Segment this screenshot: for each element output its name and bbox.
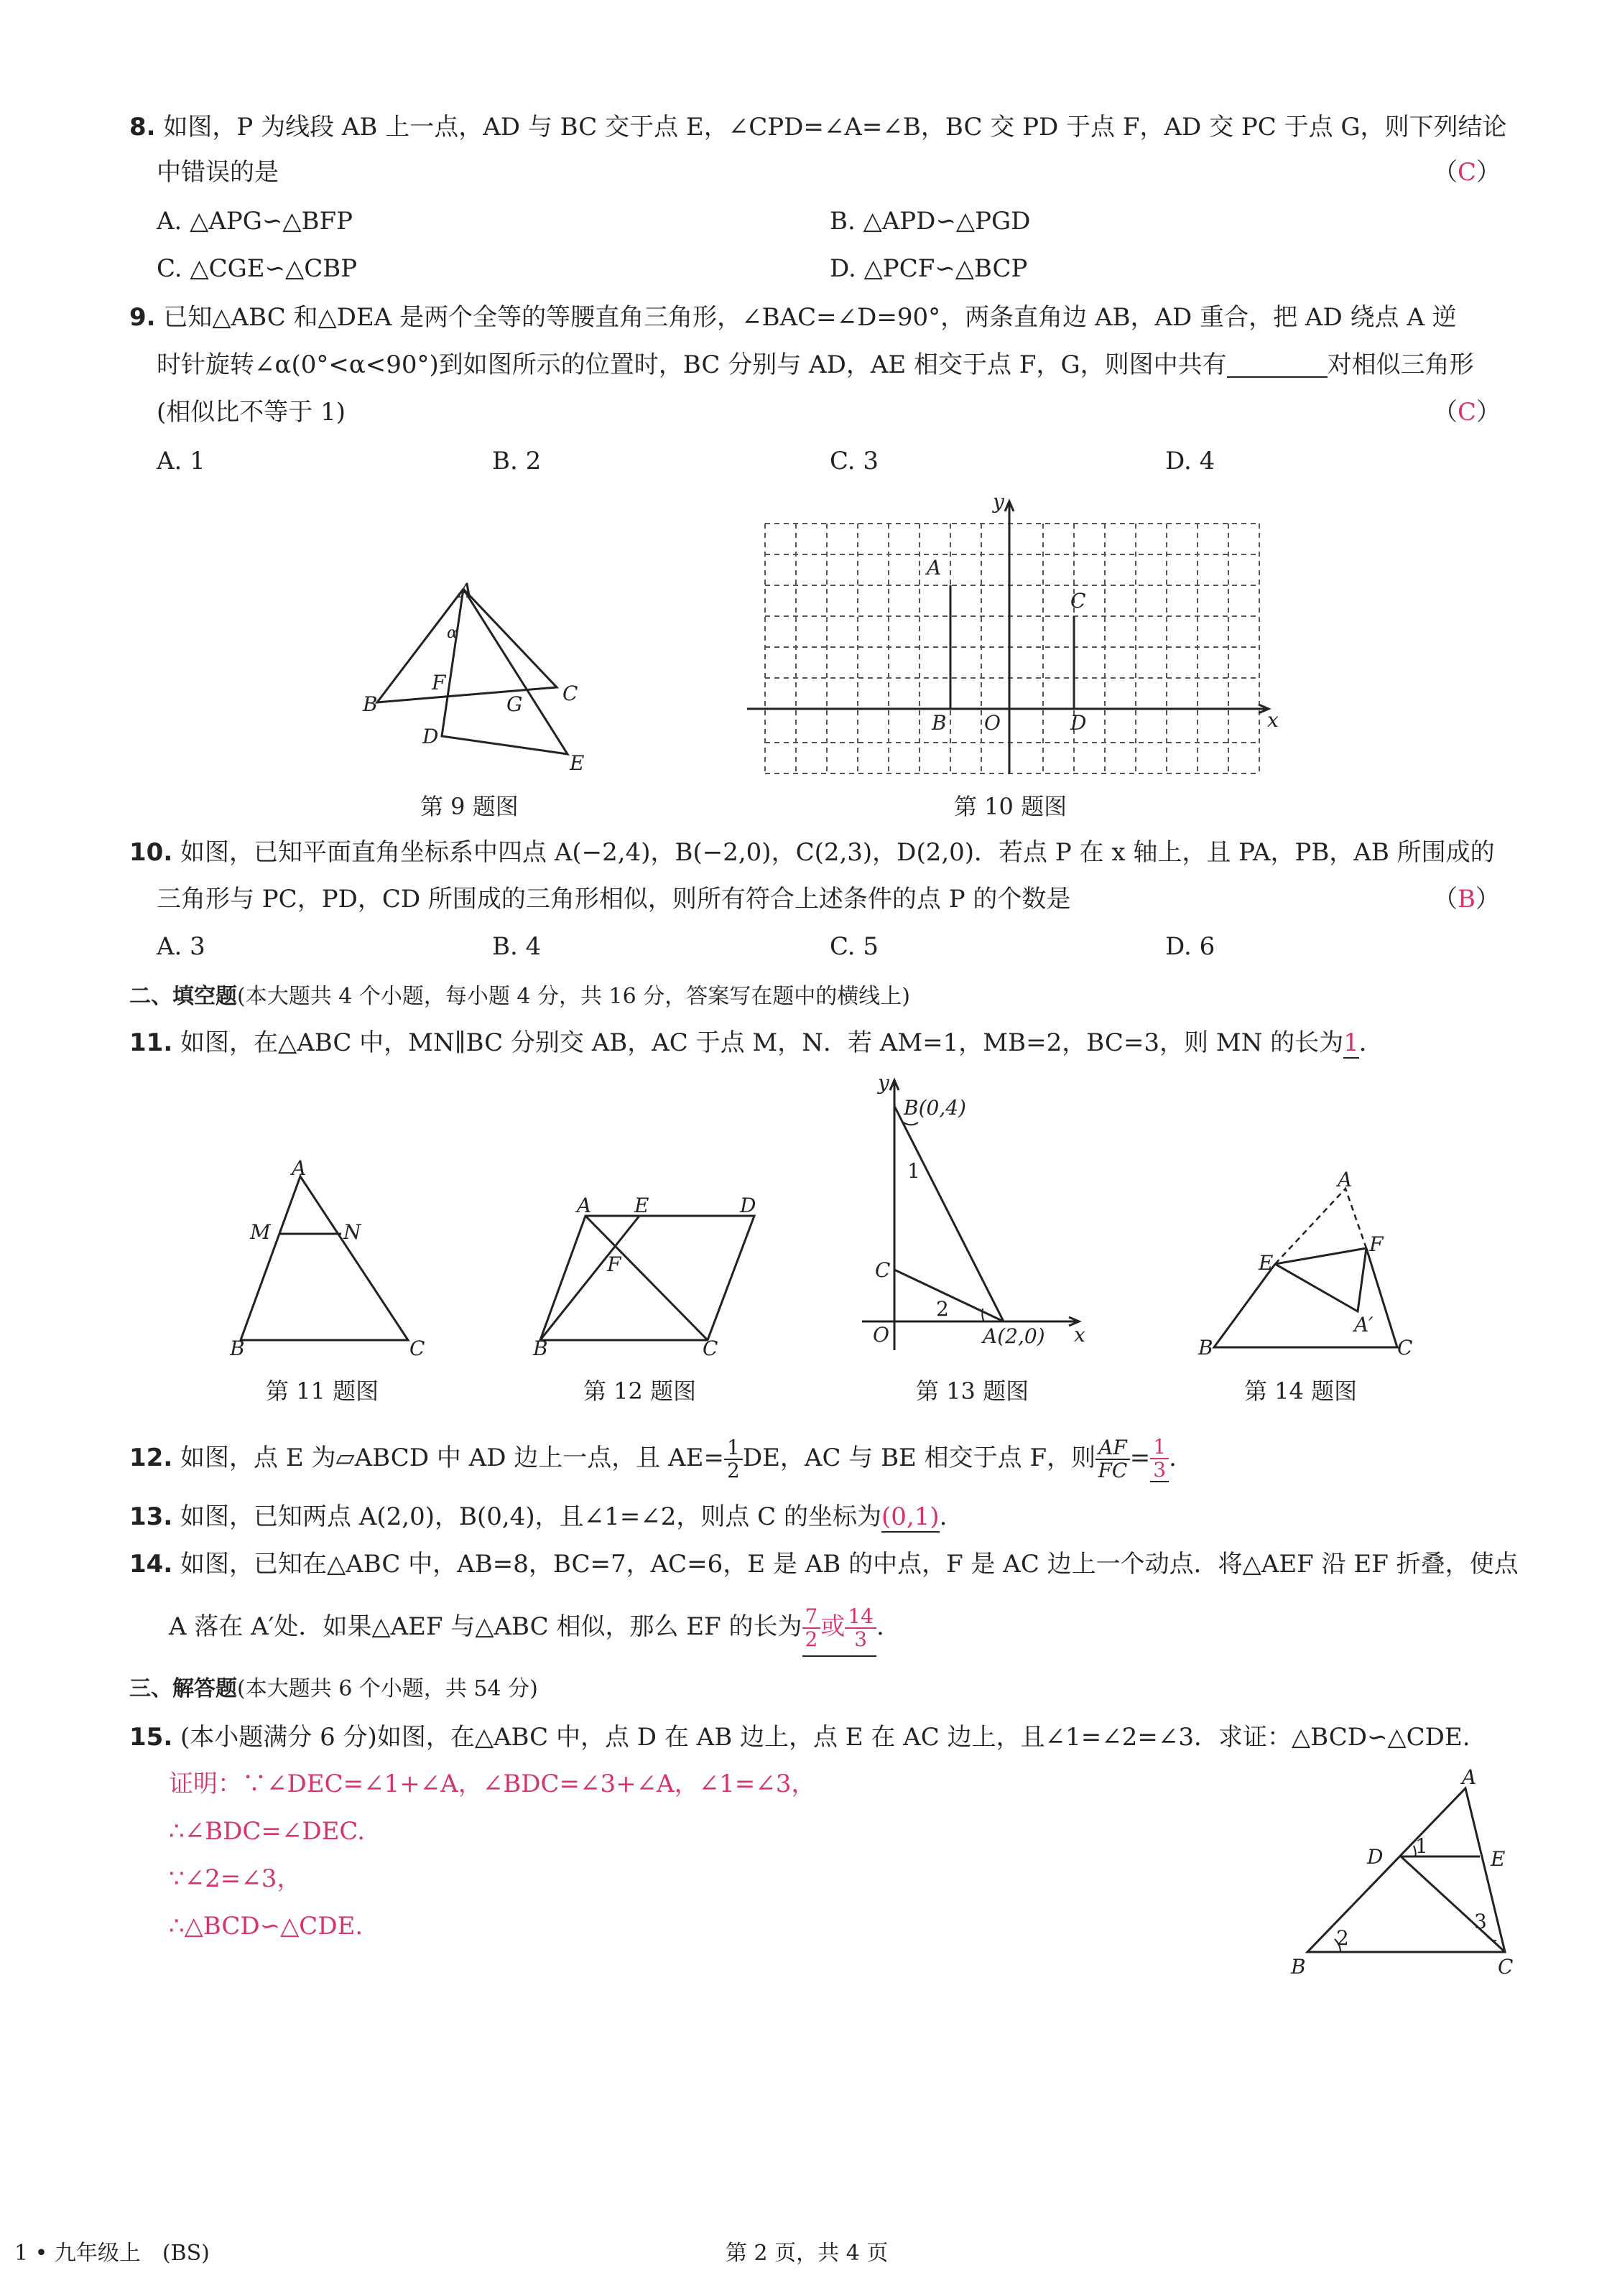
- fig12-label-c: C: [703, 1337, 718, 1360]
- fig14-caption: 第 14 题图: [1244, 1377, 1358, 1405]
- q14-stem-1: 如图，已知在△ABC 中，AB=8，BC=7，AC=6，E 是 AB 的中点，F 是 AC 边上一个动点．将△AEF 沿 EF 折叠，使点: [180, 1550, 1519, 1579]
- q11-answer: 1: [1343, 1028, 1359, 1057]
- fig14-label-a-prime: A′: [1354, 1313, 1374, 1337]
- figure-13: [862, 1066, 1106, 1354]
- fig11-label-m: M: [250, 1220, 271, 1244]
- q8-answer: C: [1458, 158, 1477, 187]
- q15-proof-line-3: ∵∠2=∠3，: [169, 1864, 302, 1893]
- q12-stem-a: 如图，点 E 为▱ABCD 中 AD 边上一点，且 AE=: [180, 1444, 724, 1472]
- section-3-note: (本大题共 6 个小题，共 54 分): [237, 1676, 538, 1701]
- q9-option-b: B. 2: [492, 447, 542, 475]
- q12-af-fc-fraction: $\frac{AF}{FC}$: [1095, 1437, 1130, 1482]
- q12-half-fraction: $\frac{1}{2}$: [724, 1437, 743, 1482]
- q8-option-a: A. △APG∽△BFP: [157, 207, 353, 236]
- figure-9: [345, 567, 618, 783]
- fig9-label-f: F: [432, 671, 446, 694]
- fig12-label-d: D: [740, 1194, 756, 1217]
- q14-answer: $\frac{7}{2}$ 或 $\frac{14}{3}$: [802, 1598, 876, 1657]
- fig15-label-angle2: 2: [1336, 1926, 1349, 1950]
- fig10-caption: 第 10 题图: [954, 793, 1067, 820]
- q14-line1: [129, 1548, 1519, 1580]
- fig13-label-angle2: 2: [936, 1297, 949, 1321]
- q11-stem: 如图，在△ABC 中，MN∥BC 分别交 AB，AC 于点 M，N．若 AM=1，MB=2，BC=3，则 MN 的长为: [180, 1028, 1344, 1057]
- fig13-label-c: C: [875, 1258, 891, 1282]
- q13-stem: 如图，已知两点 A(2,0)，B(0,4)，且∠1=∠2，则点 C 的坐标为: [180, 1502, 881, 1531]
- fig13-label-x: x: [1074, 1323, 1085, 1347]
- q8-option-d: D. △PCF∽△BCP: [830, 254, 1028, 283]
- fig15-label-d: D: [1367, 1845, 1384, 1869]
- fig15-label-angle1: 1: [1415, 1834, 1428, 1858]
- footer-grade: 1 • 九年级上 (BS): [14, 2241, 210, 2266]
- fig12-label-e: E: [634, 1194, 649, 1217]
- section-2-heading: [129, 981, 910, 1013]
- fig12-label-b: B: [533, 1337, 548, 1360]
- q14-line2: A 落在 A′处．如果△AEF 与△ABC 相似，那么 EF 的长为 $\frac{7}{2}$ 或 $\frac{14}{3}$ .: [169, 1598, 884, 1657]
- q12-stem-b: DE，AC 与 BE 相交于点 F，则: [742, 1444, 1096, 1472]
- q15-proof-line-1: 证明：∵∠DEC=∠1+∠A，∠BDC=∠3+∠A，∠1=∠3，: [169, 1770, 816, 1798]
- fig13-label-b: B(0,4): [904, 1096, 966, 1120]
- q9-stem-3: (相似比不等于 1): [157, 398, 346, 427]
- fig14-label-f: F: [1369, 1232, 1384, 1256]
- q8-line1: [129, 111, 1507, 143]
- q10-stem-2: 三角形与 PC，PD，CD 所围成的三角形相似，则所有符合上述条件的点 P 的个数是: [157, 885, 1071, 914]
- fig10-label-o: O: [984, 711, 1001, 735]
- q13-line: 13. 如图，已知两点 A(2,0)，B(0,4)，且∠1=∠2，则点 C 的坐标为(0,1).: [129, 1502, 948, 1531]
- q12-answer: $\frac{1}{3}$: [1150, 1436, 1169, 1482]
- figure-12: [524, 1185, 769, 1365]
- q8-number: 8.: [129, 113, 156, 141]
- q9-stem-2a: 时针旋转∠α(0°<α<90°)到如图所示的位置时，BC 分别与 AD，AE 相交于点 F，G，则图中共有: [157, 350, 1227, 379]
- fig9-label-e: E: [570, 751, 585, 775]
- q15-proof-line-2: ∴∠BDC=∠DEC.: [169, 1817, 366, 1846]
- section-3-heading: [129, 1673, 538, 1705]
- fig11-label-c: C: [409, 1337, 425, 1360]
- fig10-label-x: x: [1267, 708, 1279, 732]
- q11-line: 11. 如图，在△ABC 中，MN∥BC 分别交 AB，AC 于点 M，N．若 AM=1，MB=2，BC=3，则 MN 的长为1．: [129, 1028, 1384, 1057]
- q15-number: 15.: [129, 1723, 173, 1752]
- q8-stem-1: 如图，P 为线段 AB 上一点，AD 与 BC 交于点 E，∠CPD=∠A=∠B，BC 交 PD 于点 F，AD 交 PC 于点 G，则下列结论: [163, 113, 1507, 141]
- q8-option-b: B. △APD∽△PGD: [830, 207, 1031, 236]
- q10-number: 10.: [129, 838, 173, 867]
- q13-answer: (0,1): [881, 1502, 940, 1531]
- fig12-caption: 第 12 题图: [583, 1377, 697, 1405]
- section-2-title: 二、填空题: [129, 984, 237, 1009]
- fig9-caption: 第 9 题图: [420, 793, 519, 820]
- fig9-label-alpha: α: [447, 624, 458, 642]
- q8-answer-bracket: （C）: [1433, 158, 1501, 187]
- fig13-label-angle1: 1: [907, 1159, 920, 1183]
- fig13-label-a: A(2,0): [983, 1324, 1045, 1348]
- fig10-label-y: y: [993, 490, 1004, 513]
- fig10-label-c: C: [1070, 589, 1086, 613]
- fig15-label-c: C: [1498, 1955, 1514, 1979]
- q10-option-a: A. 3: [157, 932, 205, 961]
- q9-answer: C: [1458, 398, 1477, 427]
- fig13-caption: 第 13 题图: [916, 1377, 1029, 1405]
- footer-page-number: 第 2 页，共 4 页: [726, 2241, 889, 2266]
- q12-number: 12.: [129, 1444, 173, 1472]
- fig11-label-n: N: [343, 1220, 361, 1244]
- q9-answer-bracket: （C）: [1433, 398, 1501, 427]
- section-3-title: 三、解答题: [129, 1676, 237, 1701]
- q9-stem-2b: 对相似三角形: [1327, 350, 1474, 379]
- q9-option-c: C. 3: [830, 447, 879, 475]
- fig12-label-f: F: [607, 1252, 621, 1276]
- fig13-label-y: y: [878, 1071, 889, 1094]
- q12-line: 12. 如图，点 E 为▱ABCD 中 AD 边上一点，且 AE= $\frac{1}{2}$ DE，AC 与 BE 相交于点 F，则 $\frac{AF}{FC}$ = $\frac{1}{3}$ .: [129, 1435, 1177, 1482]
- q9-line2: [157, 349, 1474, 381]
- q8-option-c: C. △CGE∽△CBP: [157, 254, 358, 283]
- fig9-label-b: B: [363, 692, 378, 716]
- q9-number: 9.: [129, 303, 156, 332]
- q15-stem: (本小题满分 6 分)如图，在△ABC 中，点 D 在 AB 边上，点 E 在 AC 边上，且∠1=∠2=∠3．求证：△BCD∽△CDE.: [180, 1723, 1470, 1752]
- q10-stem-1: 如图，已知平面直角坐标系中四点 A(−2,4)，B(−2,0)，C(2,3)，D(2,0)．若点 P 在 x 轴上，且 PA，PB，AB 所围成的: [180, 838, 1495, 867]
- q13-number: 13.: [129, 1502, 173, 1531]
- fig9-label-a: A: [458, 579, 473, 603]
- q9-stem-1: 已知△ABC 和△DEA 是两个全等的等腰直角三角形，∠BAC=∠D=90°，两条直角边 AB，AD 重合，把 AD 绕点 A 逆: [163, 303, 1457, 332]
- fig14-label-c: C: [1397, 1336, 1413, 1360]
- fig11-label-b: B: [230, 1337, 245, 1360]
- q10-option-d: D. 6: [1165, 932, 1215, 961]
- fig12-label-a: A: [577, 1194, 592, 1217]
- figure-14: [1185, 1163, 1430, 1365]
- fig14-label-e: E: [1259, 1251, 1274, 1275]
- figure-10: [740, 488, 1293, 776]
- q9-blank: [1227, 355, 1328, 378]
- fig10-label-a: A: [927, 556, 942, 580]
- q9-line1: [129, 302, 1457, 333]
- fig9-label-d: D: [422, 725, 439, 748]
- q15-line: [129, 1721, 1470, 1753]
- q10-line1: [129, 837, 1495, 868]
- q8-stem-2: 中错误的是: [157, 158, 279, 187]
- fig15-label-e: E: [1491, 1847, 1506, 1871]
- fig15-label-angle3: 3: [1474, 1910, 1487, 1933]
- q14-stem-2: A 落在 A′处．如果△AEF 与△ABC 相似，那么 EF 的长为: [169, 1612, 802, 1641]
- q11-number: 11.: [129, 1028, 173, 1057]
- q10-option-c: C. 5: [830, 932, 879, 961]
- q10-answer: B: [1458, 885, 1476, 914]
- q14-number: 14.: [129, 1550, 173, 1579]
- q10-option-b: B. 4: [492, 932, 542, 961]
- q9-option-a: A. 1: [157, 447, 205, 475]
- figure-15: [1279, 1763, 1530, 1979]
- q10-answer-bracket: （B）: [1433, 885, 1500, 914]
- fig11-caption: 第 11 题图: [266, 1377, 379, 1405]
- fig15-label-b: B: [1291, 1955, 1306, 1979]
- fig11-label-a: A: [292, 1156, 307, 1180]
- fig13-label-o: O: [873, 1323, 889, 1347]
- fig10-label-b: B: [932, 711, 947, 735]
- fig15-label-a: A: [1462, 1765, 1477, 1789]
- q9-option-d: D. 4: [1165, 447, 1215, 475]
- fig9-label-g: G: [506, 692, 523, 716]
- fig14-label-a: A: [1338, 1168, 1353, 1191]
- fig9-label-c: C: [562, 682, 578, 705]
- q15-proof-line-4: ∴△BCD∽△CDE.: [169, 1912, 363, 1941]
- fig10-label-d: D: [1070, 711, 1087, 735]
- section-2-note: (本大题共 4 个小题，每小题 4 分，共 16 分，答案写在题中的横线上): [237, 984, 910, 1009]
- fig14-label-b: B: [1198, 1336, 1213, 1360]
- figure-11: [223, 1149, 438, 1365]
